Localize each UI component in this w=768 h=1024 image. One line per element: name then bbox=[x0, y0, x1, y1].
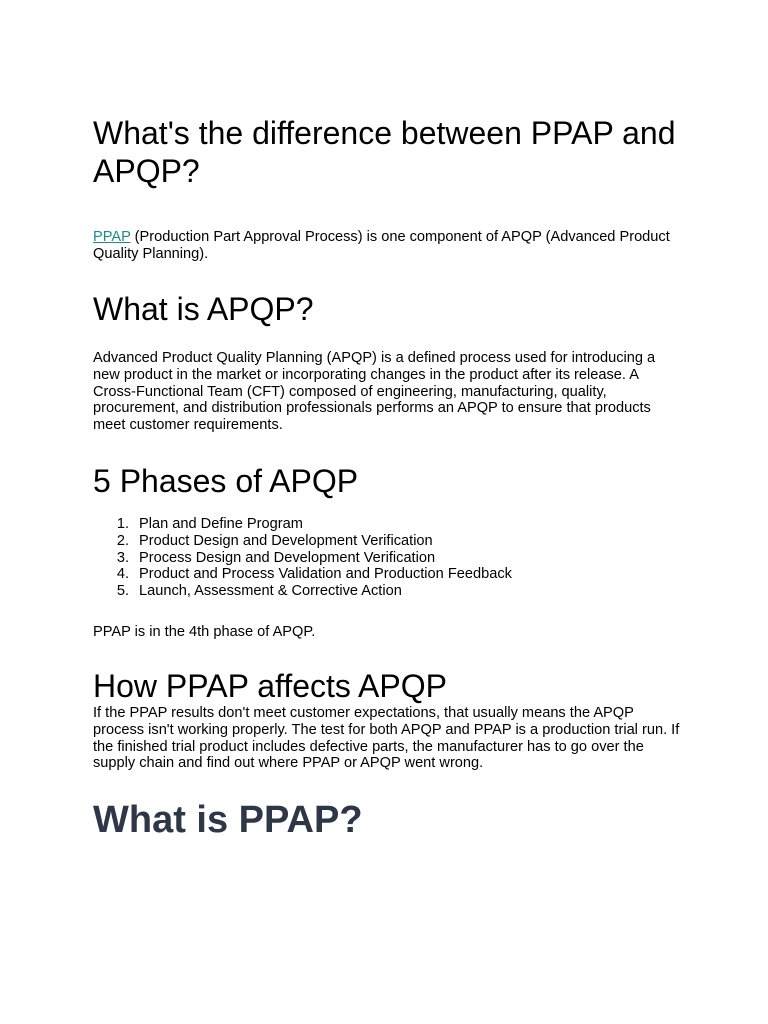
phases-list bbox=[93, 516, 653, 600]
list-item bbox=[93, 583, 653, 600]
list-number: 4. bbox=[116, 566, 129, 583]
list-text: Process Design and Development Verification bbox=[139, 549, 436, 566]
list-text: Launch, Assessment & Corrective Action bbox=[139, 583, 402, 600]
heading-how-affects: How PPAP affects APQP bbox=[93, 668, 447, 704]
heading-what-is-ppap: What is PPAP? bbox=[93, 799, 363, 841]
apqp-paragraph: Advanced Product Quality Planning (APQP) is a defined process used for introducing a new product in the market or incorporating changes in the product after its release. A Cross-Functional Team (CFT) composed of engineering, manufacturing, quality, procurement, and distribution professionals performs an APQP to ensure that products meet customer requirements. bbox=[93, 350, 656, 434]
list-item bbox=[93, 550, 653, 567]
list-number: 5. bbox=[116, 583, 129, 600]
list-number: 3. bbox=[116, 549, 129, 566]
list-text: Product and Process Validation and Production Feedback bbox=[139, 566, 512, 583]
list-item bbox=[93, 566, 653, 583]
affects-paragraph: If the PPAP results don't meet customer expectations, that usually means the APQP process isn't working properly. The test for both APQP and PPAP is a production trial run. If the finished trial product includes defective parts, the manufacturer has to go over the supply chain and find out where PPAP or APQP went wrong. bbox=[93, 705, 680, 772]
intro-paragraph bbox=[93, 229, 683, 263]
list-item bbox=[93, 516, 653, 533]
main-title: What's the difference between PPAP and APQP? bbox=[93, 115, 676, 189]
list-item bbox=[93, 533, 653, 550]
list-number: 1. bbox=[116, 516, 129, 532]
list-text: Plan and Define Program bbox=[139, 516, 303, 532]
phase-note: PPAP is in the 4th phase of APQP. bbox=[93, 624, 316, 640]
list-number: 2. bbox=[116, 532, 129, 549]
intro-text: (Production Part Approval Process) is one component of APQP (Advanced Product Quality Planning). bbox=[93, 229, 670, 262]
heading-phases: 5 Phases of APQP bbox=[93, 463, 359, 499]
list-text: Product Design and Development Verification bbox=[139, 532, 433, 549]
heading-what-is-apqp: What is APQP? bbox=[93, 291, 314, 327]
ppap-link[interactable]: PPAP bbox=[93, 229, 131, 245]
